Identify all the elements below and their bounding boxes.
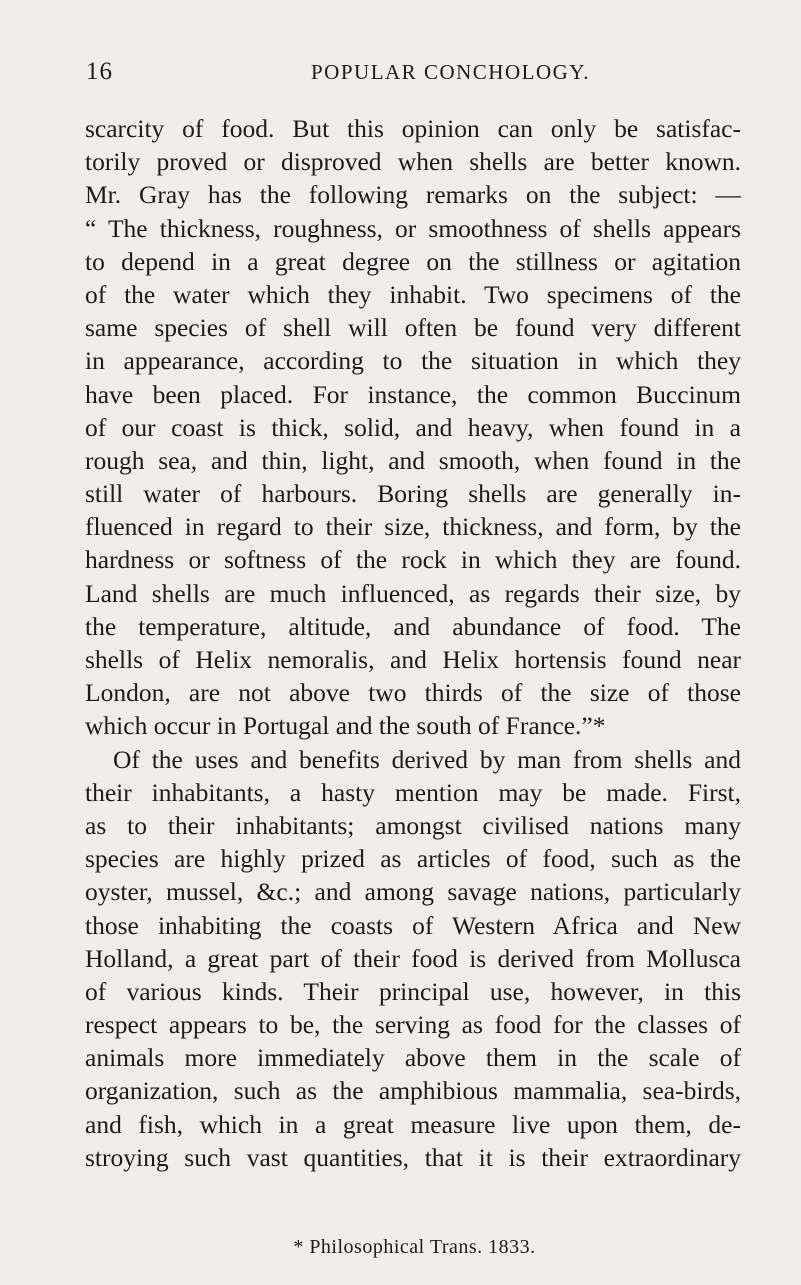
text-line: torily proved or disproved when shells are better known. (85, 147, 741, 177)
text-line: shells of Helix nemoralis, and Helix hortensis found near (85, 645, 741, 674)
page-number: 16 (86, 58, 113, 85)
text-line: those inhabiting the coasts of Western Africa and New (85, 910, 741, 940)
text-line: Holland, a great part of their food is derived from Mollusca (85, 943, 741, 973)
text-line: the temperature, altitude, and abundance of food. The (85, 611, 741, 641)
text-line: respect appears to be, the serving as food for the classes of (85, 1010, 741, 1040)
text-line: scarcity of food. But this opinion can only be satisfac- (85, 114, 741, 143)
text-line: which occur in Portugal and the south of France.”* (85, 711, 606, 741)
text-line: same species of shell will often be found very different (85, 313, 741, 343)
text-line: of the water which they inhabit. Two specimens of the (85, 279, 741, 309)
text-line: in appearance, according to the situation in which they (85, 346, 741, 376)
text-line: stroying such vast quantities, that it is their extraordinary (85, 1142, 741, 1172)
text-line: and fish, which in a great measure live upon them, de- (85, 1109, 741, 1139)
text-line: London, are not above two thirds of the size of those (85, 678, 741, 708)
running-title: POPULAR CONCHOLOGY. (311, 60, 590, 84)
text-line: Mr. Gray has the following remarks on the subject: — (85, 180, 741, 210)
footnote (0, 1236, 801, 1259)
text-line: organization, such as the amphibious mammalia, sea-birds, (85, 1076, 741, 1106)
body-text (85, 112, 741, 1174)
running-head (86, 58, 746, 88)
text-line: hardness or softness of the rock in which they are found. (85, 545, 741, 575)
text-line: animals more immediately above them in the scale of (85, 1043, 741, 1073)
text-line: to depend in a great degree on the stillness or agitation (85, 246, 741, 276)
text-line: their inhabitants, a hasty mention may be made. First, (85, 777, 741, 807)
text-line: of various kinds. Their principal use, however, in this (85, 976, 741, 1006)
text-line: fluenced in regard to their size, thickness, and form, by the (85, 512, 741, 542)
text-line: of our coast is thick, solid, and heavy, when found in a (85, 412, 741, 442)
text-line: Land shells are much influenced, as regards their size, by (85, 578, 741, 608)
text-line: “ The thickness, roughness, or smoothness of shells appears (85, 213, 741, 243)
text-line: rough sea, and thin, light, and smooth, when found in the (85, 445, 741, 475)
text-line: species are highly prized as articles of food, such as the (85, 844, 741, 874)
text-line: still water of harbours. Boring shells are generally in- (85, 479, 741, 509)
text-line: oyster, mussel, &c.; and among savage nations, particularly (85, 877, 741, 907)
text-line: have been placed. For instance, the common Buccinum (85, 379, 741, 409)
footnote-text: * Philosophical Trans. 1833. (293, 1236, 536, 1258)
text-line: Of the uses and benefits derived by man from shells and (113, 744, 741, 774)
text-line: as to their inhabitants; amongst civilised nations many (85, 810, 741, 840)
